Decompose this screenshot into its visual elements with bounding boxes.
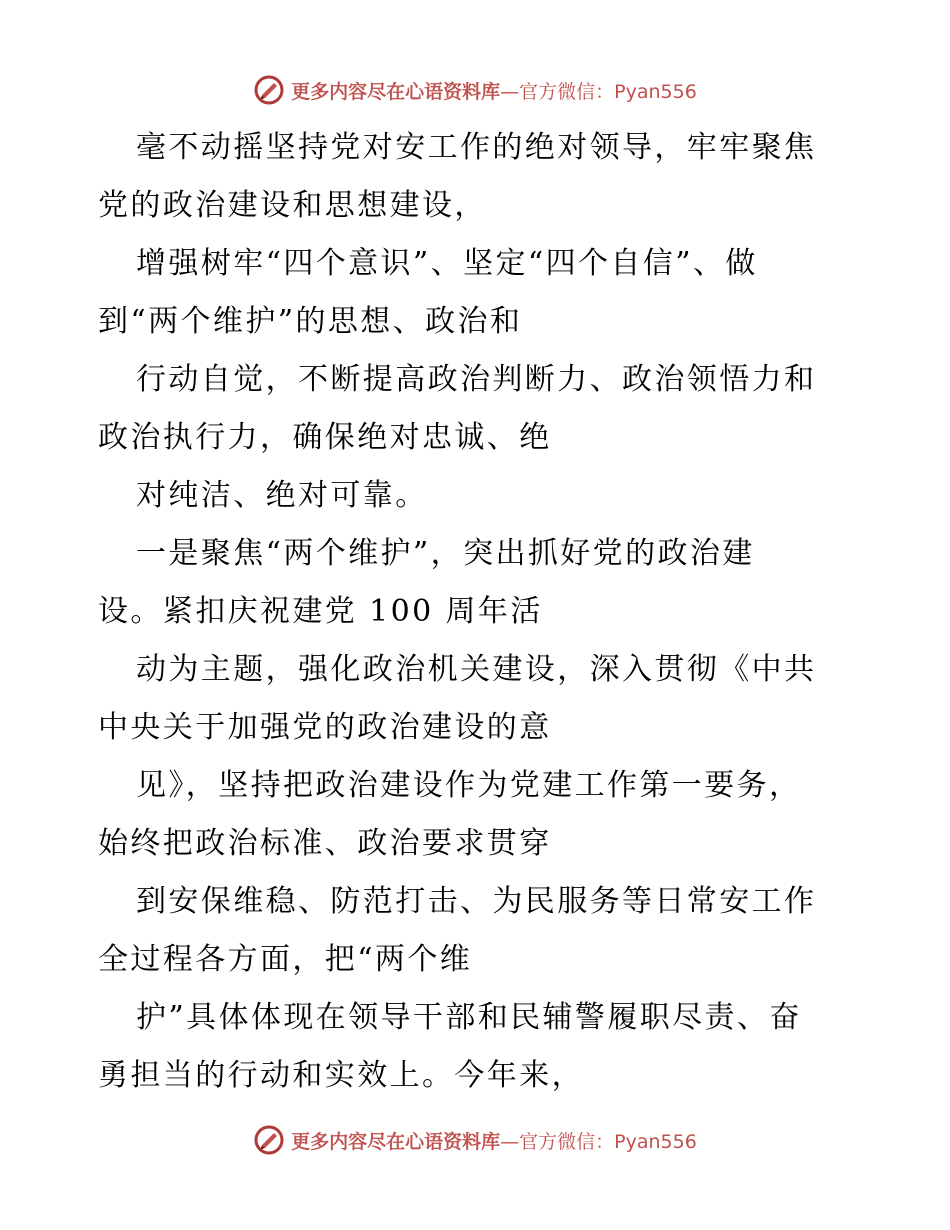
body-line: 增强树牢“四个意识”、坚定“四个自信”、做 [136, 246, 758, 281]
header-wechat-text: 官方微信：Pyan556 [519, 80, 697, 103]
body-line: 毫不动摇坚持党对安工作的绝对领导，牢牢聚焦 [136, 130, 817, 165]
body-line: 中央关于加强党的政治建设的意 [98, 710, 552, 745]
body-line: 党的政治建设和思想建设， [98, 188, 487, 223]
body-line: 见》，坚持把政治建设作为党建工作第一要务， [136, 768, 802, 803]
body-line: 始终把政治标准、政治要求贯穿 [98, 826, 552, 861]
logo-icon [253, 1124, 285, 1156]
body-line: 行动自觉，不断提高政治判断力、政治领悟力和 [136, 362, 817, 397]
header-brand-text: 更多内容尽在心语资料库 [291, 80, 501, 103]
body-line: 勇担当的行动和实效上。今年来， [98, 1058, 584, 1093]
body-line: 政治执行力，确保绝对忠诚、绝 [98, 420, 552, 455]
body-line: 到“两个维护”的思想、政治和 [98, 304, 523, 339]
logo-icon [253, 74, 285, 106]
body-line: 到安保维稳、防范打击、为民服务等日常安工作 [136, 884, 817, 919]
body-line: 全过程各方面，把“两个维 [98, 942, 473, 977]
footer-separator: — [500, 1130, 520, 1153]
footer-watermark [0, 1120, 950, 1160]
body-line: 对纯洁、绝对可靠。 [136, 478, 428, 513]
body-line: 设。紧扣庆祝建党 100 周年活 [98, 594, 543, 629]
body-line: 护”具体体现在领导干部和民辅警履职尽责、奋 [136, 1000, 802, 1035]
header-separator: — [500, 80, 520, 103]
footer-brand-text: 更多内容尽在心语资料库 [291, 1130, 501, 1153]
body-line: 一是聚焦“两个维护”，突出抓好党的政治建 [136, 536, 755, 571]
footer-wechat-text: 官方微信：Pyan556 [519, 1130, 697, 1153]
body-line: 动为主题，强化政治机关建设，深入贯彻《中共 [136, 652, 817, 687]
header-watermark [0, 70, 950, 110]
